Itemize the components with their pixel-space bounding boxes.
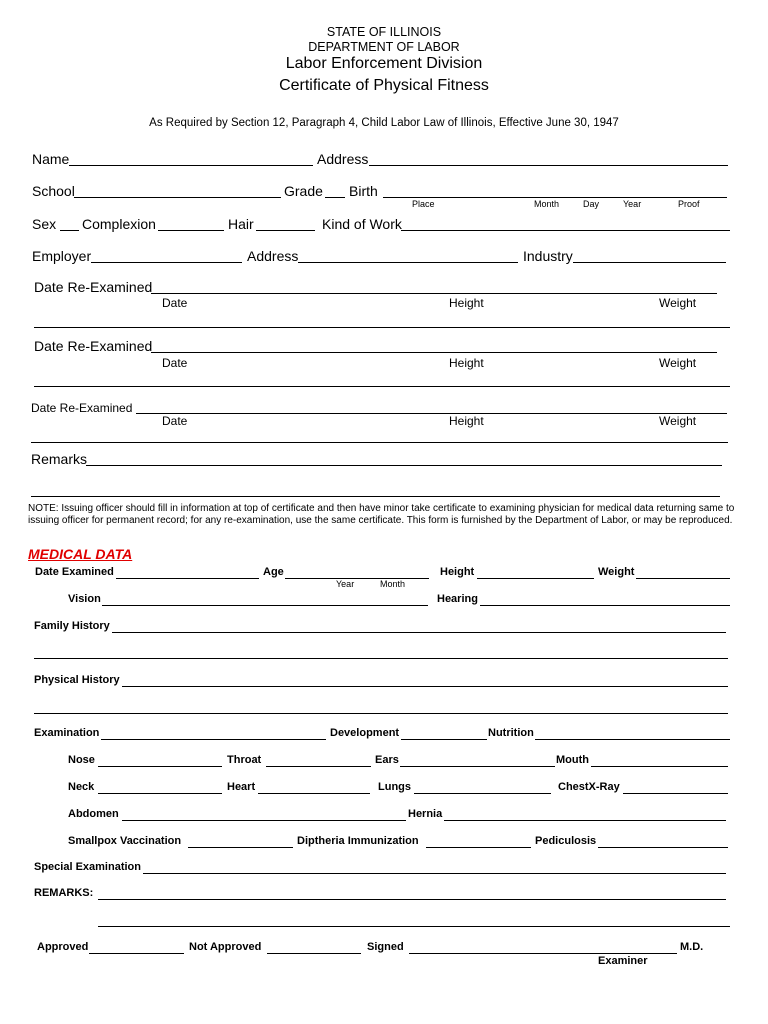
hearing-field[interactable] [480,605,730,606]
approved-label: Approved [37,941,89,953]
not-approved-label: Not Approved [189,941,262,953]
special-examination-label: Special Examination [34,861,141,873]
medical-height-label: Height [440,566,475,578]
reexam-2-label: Date Re-Examined [34,338,153,354]
family-history-field[interactable] [112,632,726,633]
name-label: Name [32,151,70,167]
reexam-2-height-caption: Height [449,356,484,370]
sex-label: Sex [32,216,57,232]
medical-data-heading: MEDICAL DATA [28,546,133,562]
signature-field[interactable] [409,953,677,954]
reexam-3-date-caption: Date [162,414,188,428]
reexam-2-field[interactable] [151,352,717,353]
chest-xray-label: ChestX-Ray [558,781,620,793]
physical-history-field[interactable] [122,686,728,687]
medical-remarks-field[interactable] [98,899,726,900]
birth-place-caption: Place [412,199,435,209]
birth-label: Birth [349,183,378,199]
medical-remarks-label: REMARKS: [34,887,94,899]
ears-label: Ears [375,754,399,766]
reexam-1-height-caption: Height [449,296,484,310]
employer-label: Employer [32,248,92,264]
department-heading: DEPARTMENT OF LABOR [308,40,460,54]
name-field[interactable] [69,165,313,166]
division-heading: Labor Enforcement Division [285,55,483,72]
complexion-label: Complexion [82,216,156,232]
reexam-2-weight-caption: Weight [659,356,697,370]
employer-address-label: Address [247,248,299,264]
nutrition-field[interactable] [535,739,730,740]
industry-field[interactable] [573,262,726,263]
reexam-3-values-line[interactable] [31,442,728,443]
medical-weight-field[interactable] [636,578,730,579]
employer-field[interactable] [91,262,242,263]
reexam-2-date-caption: Date [162,356,188,370]
abdomen-label: Abdomen [68,808,119,820]
pediculosis-label: Pediculosis [535,835,597,847]
issuing-note: NOTE: Issuing officer should fill in information at top of certificate and then have minor take certificate to examining physician for medical data returning same to issuing officer for permanent record; for any re-examination, use the same certificate. This form is furnished by the Department of Labor, or may be reproduced. [28,503,735,526]
kind-of-work-label: Kind of Work [322,216,402,232]
vision-label: Vision [68,593,101,605]
diptheria-label: Diptheria Immunization [297,835,419,847]
mouth-label: Mouth [556,754,589,766]
heart-label: Heart [227,781,256,793]
hair-field[interactable] [256,230,315,231]
diptheria-field[interactable] [426,847,531,848]
nose-label: Nose [68,754,95,766]
md-label: M.D. [680,941,704,953]
birth-proof-caption: Proof [678,199,700,209]
neck-label: Neck [68,781,95,793]
family-history-label: Family History [34,620,110,632]
examination-field[interactable] [101,739,326,740]
reexam-1-label: Date Re-Examined [34,279,153,295]
not-approved-field[interactable] [267,953,361,954]
smallpox-field[interactable] [188,847,293,848]
birth-day-caption: Day [583,199,600,209]
vision-field[interactable] [102,605,428,606]
medical-height-field[interactable] [477,578,594,579]
reexam-3-field[interactable] [136,413,727,414]
reexam-3-label: Date Re-Examined [31,401,133,415]
reexam-2-values-line[interactable] [34,386,730,387]
ears-field[interactable] [400,766,555,767]
age-field[interactable] [285,578,429,579]
date-examined-label: Date Examined [35,566,114,578]
smallpox-label: Smallpox Vaccination [68,835,182,847]
reexam-1-values-line[interactable] [34,327,730,328]
hair-label: Hair [228,216,254,232]
medical-remarks-field-2[interactable] [98,926,730,927]
throat-field[interactable] [266,766,371,767]
remarks-field-2[interactable] [31,496,720,497]
hearing-label: Hearing [437,593,478,605]
grade-label: Grade [284,183,323,199]
industry-label: Industry [523,248,573,264]
age-label: Age [263,566,284,578]
age-month-caption: Month [380,579,406,589]
school-field[interactable] [74,197,281,198]
remarks-label: Remarks [31,451,88,467]
nutrition-label: Nutrition [488,727,534,739]
physical-history-label: Physical History [34,674,120,686]
approved-field[interactable] [89,953,184,954]
medical-weight-label: Weight [598,566,635,578]
family-history-field-2[interactable] [34,658,728,659]
chest-xray-field[interactable] [623,793,728,794]
address-field[interactable] [369,165,728,166]
examination-label: Examination [34,727,100,739]
kind-of-work-field[interactable] [401,230,730,231]
hernia-field[interactable] [444,820,726,821]
lungs-label: Lungs [378,781,411,793]
date-examined-field[interactable] [116,578,259,579]
school-label: School [32,183,75,199]
throat-label: Throat [227,754,262,766]
grade-field[interactable] [325,197,345,198]
address-label: Address [317,151,369,167]
reexam-1-field[interactable] [151,293,717,294]
employer-address-field[interactable] [298,262,518,263]
nose-field[interactable] [98,766,222,767]
pediculosis-field[interactable] [598,847,728,848]
development-field[interactable] [401,739,487,740]
signed-label: Signed [367,941,404,953]
physical-history-field-2[interactable] [34,713,728,714]
birth-year-caption: Year [623,199,642,209]
birth-month-caption: Month [534,199,560,209]
special-examination-field[interactable] [143,873,726,874]
sex-field[interactable] [60,230,79,231]
mouth-field[interactable] [591,766,728,767]
reexam-1-date-caption: Date [162,296,188,310]
reexam-3-height-caption: Height [449,414,484,428]
statute-reference: As Required by Section 12, Paragraph 4, Child Labor Law of Illinois, Effective June 30, 1947 [149,117,619,129]
neck-field[interactable] [98,793,222,794]
complexion-field[interactable] [158,230,224,231]
reexam-1-weight-caption: Weight [659,296,697,310]
age-year-caption: Year [336,579,355,589]
state-heading: STATE OF ILLINOIS [326,25,442,39]
remarks-field[interactable] [86,465,722,466]
hernia-label: Hernia [408,808,443,820]
abdomen-field[interactable] [122,820,406,821]
birth-field[interactable] [383,197,727,198]
reexam-3-weight-caption: Weight [659,414,697,428]
lungs-field[interactable] [414,793,551,794]
heart-field[interactable] [258,793,370,794]
development-label: Development [330,727,400,739]
page-title: Certificate of Physical Fitness [279,77,489,94]
examiner-caption: Examiner [598,955,648,967]
